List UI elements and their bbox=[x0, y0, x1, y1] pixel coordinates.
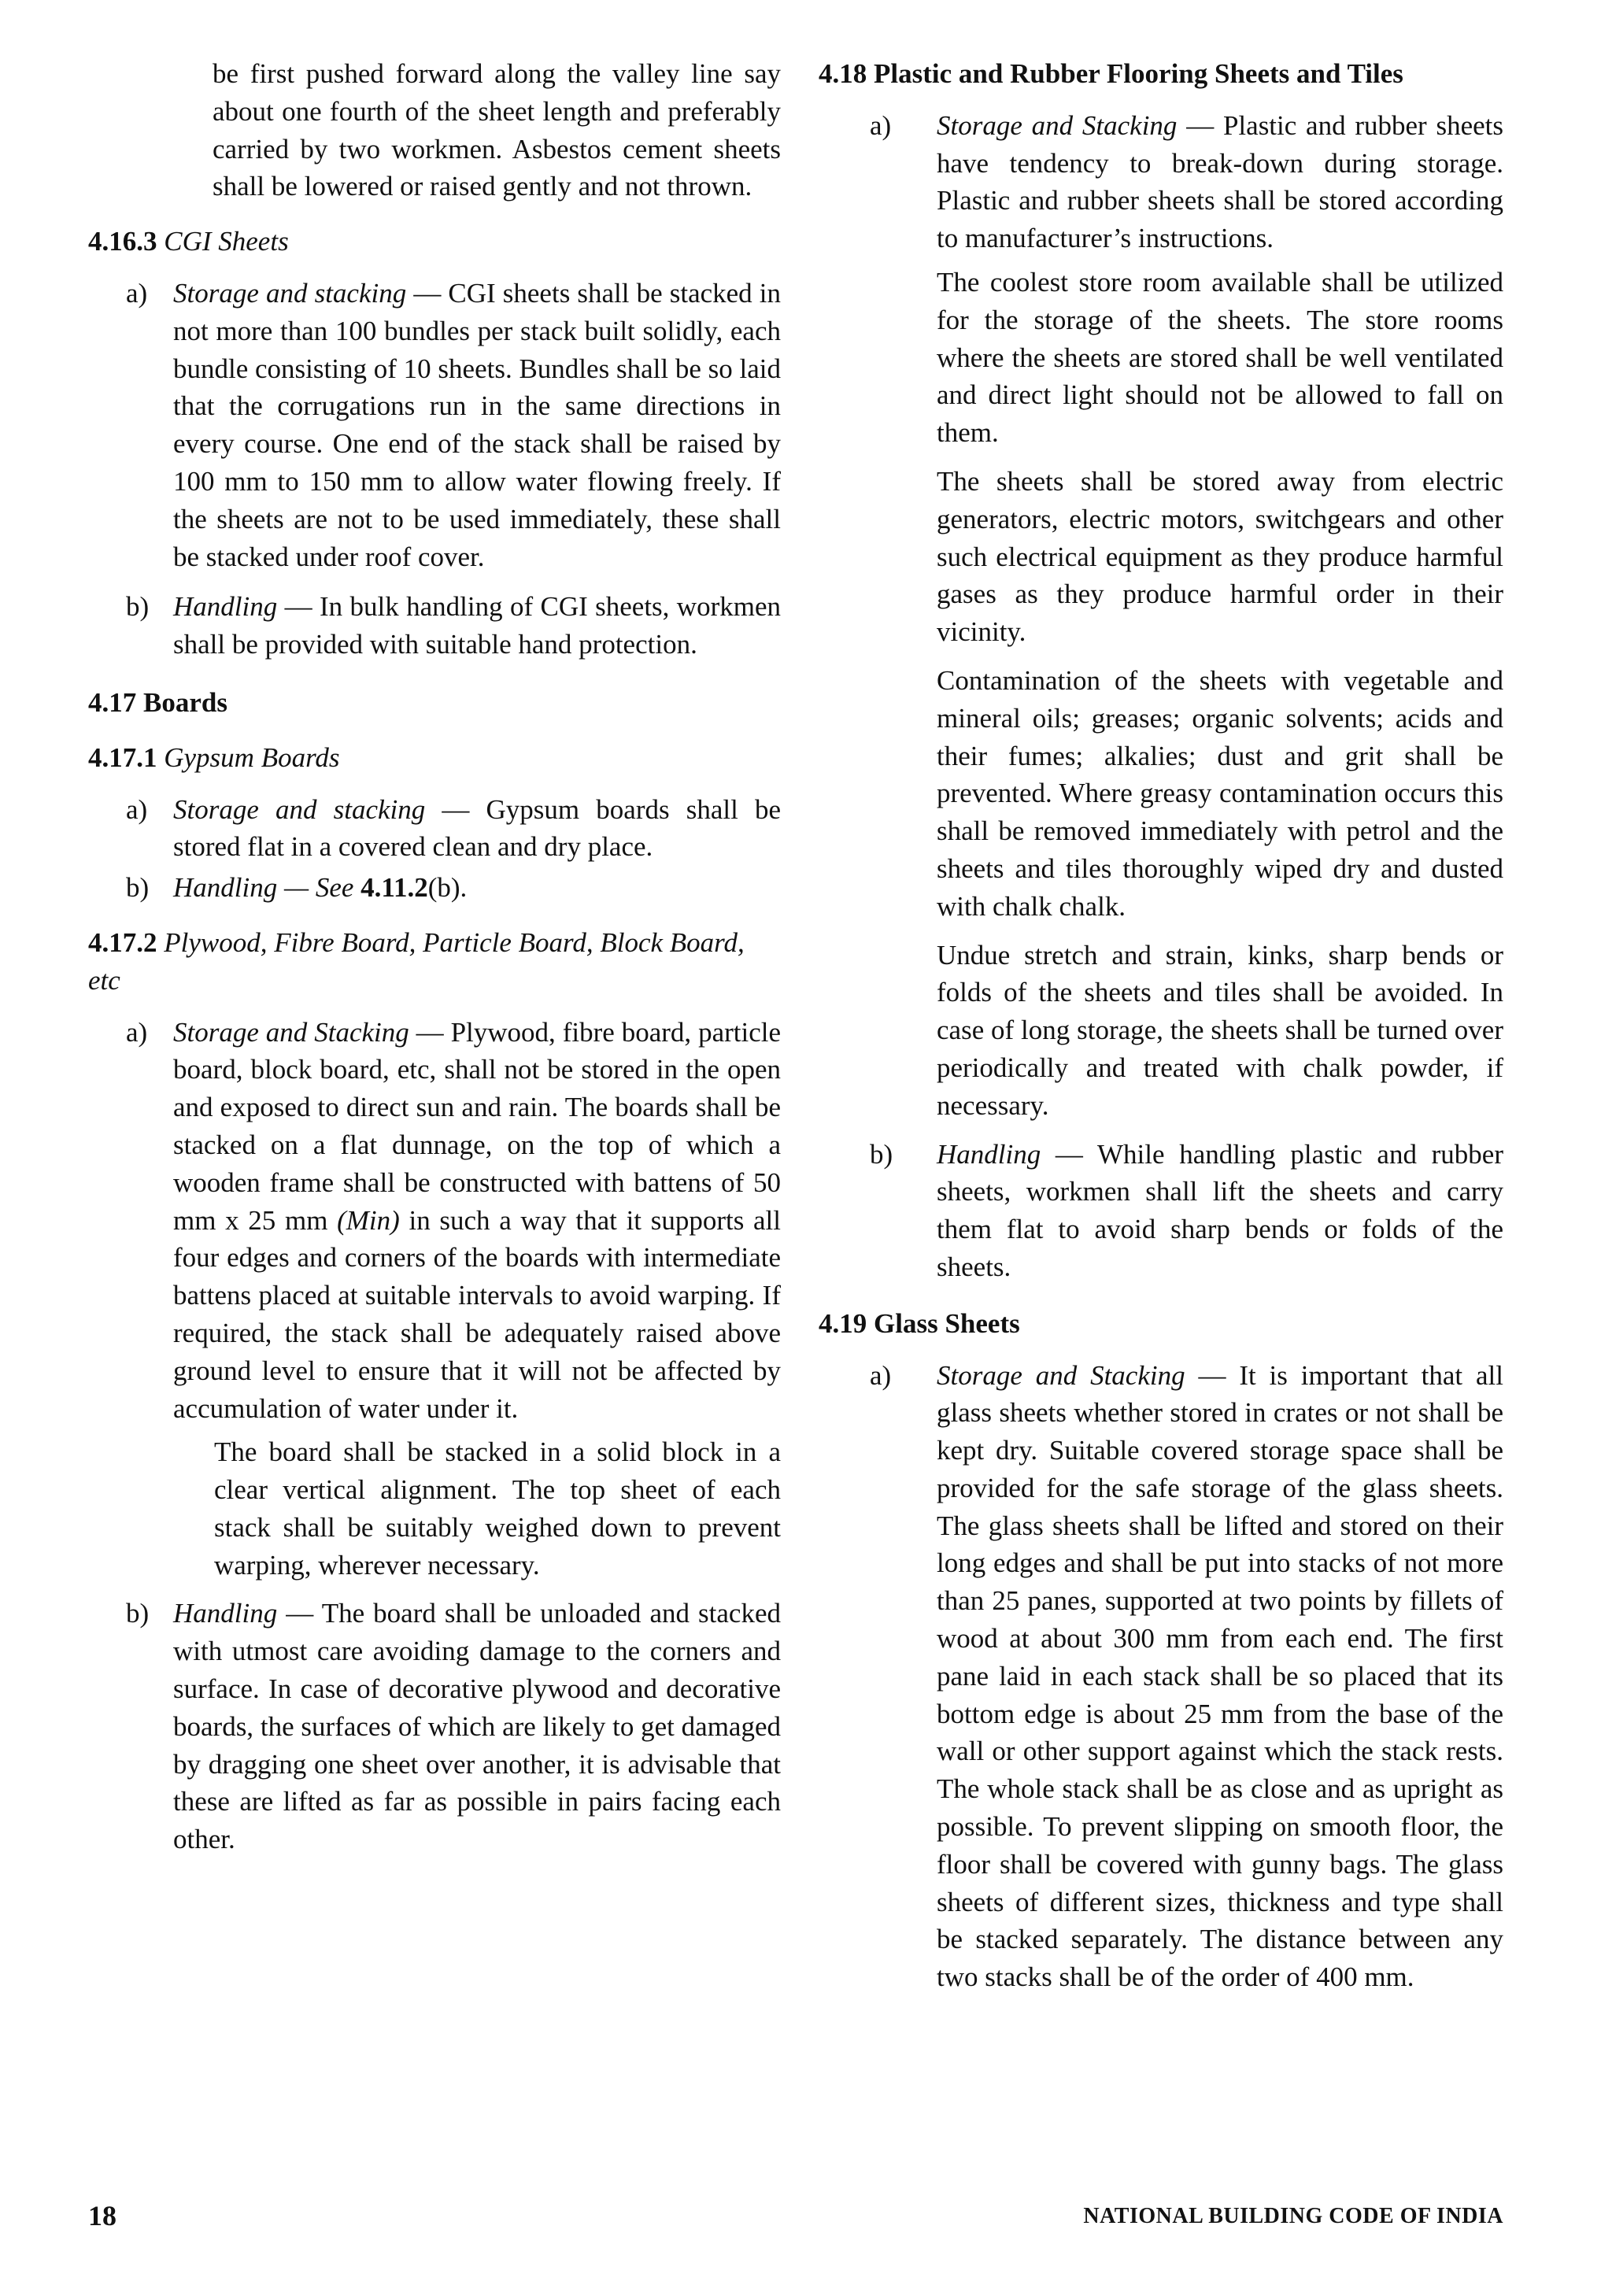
page-number: 18 bbox=[88, 2200, 116, 2231]
list-label: b) bbox=[126, 591, 150, 623]
section-heading-4-18 bbox=[819, 55, 1503, 93]
lead-phrase: Storage and Stacking bbox=[937, 1359, 1185, 1391]
section-number: 4.17.2 bbox=[88, 926, 157, 958]
list-item-plywood-b bbox=[88, 1595, 781, 1858]
list-item-cgi-a bbox=[88, 275, 781, 575]
plastic-paragraph-2: The sheets shall be stored away from electric generators, electric motors, switchgears and other such electrical equipment as they produce harmful gases as they produce harmful order in their vicinity. bbox=[937, 465, 1503, 648]
section-heading-4-17 bbox=[88, 684, 781, 722]
list-label: b) bbox=[126, 872, 150, 904]
list-label: a) bbox=[870, 1359, 892, 1391]
section-title: CGI Sheets bbox=[164, 226, 289, 257]
list-text bbox=[173, 1014, 781, 1428]
plastic-paragraph-1: The coolest store room available shall be utilized for the storage of the sheets. The store rooms where the sheets are stored shall be well ventilated and direct light should not be allowed to fall on them. bbox=[937, 266, 1503, 449]
lead-phrase: Storage and stacking bbox=[173, 277, 407, 309]
body-text: — Gypsum boards shall be stored flat in a covered clean and dry place. bbox=[173, 793, 781, 863]
list-label: a) bbox=[126, 1016, 148, 1048]
section-number: 4.18 bbox=[819, 58, 867, 89]
section-title: Boards bbox=[143, 686, 227, 718]
plastic-paragraph-3: Contamination of the sheets with vegetable and mineral oils; greases; organic solvents; acids and their fumes; alkalies; dust and grit shall be prevented. Where greasy contamination occurs this shall be removed immediately with petrol and the sheets and tiles thoroughly wiped dry and dusted with chalk chalk. bbox=[937, 664, 1503, 922]
section-heading-4-19 bbox=[819, 1305, 1503, 1343]
body-text: — The board shall be unloaded and stacked with utmost care avoiding damage to the corners and surface. In case of decorative plywood and decorative boards, the surfaces of which are likely to get damaged by dragging one sheet over another, it is advisable that these are lifted as far as possible in pairs facing each other. bbox=[173, 1598, 781, 1855]
list-text bbox=[173, 275, 781, 575]
lead-phrase: Handling bbox=[173, 1598, 278, 1629]
left-column bbox=[88, 55, 781, 1871]
list-label: b) bbox=[870, 1138, 893, 1170]
body-text: — In bulk handling of CGI sheets, workmen shall be provided with suitable hand protection. bbox=[173, 591, 781, 660]
list-item-glass-a bbox=[819, 1357, 1503, 1997]
list-label: a) bbox=[126, 277, 148, 309]
lead-phrase: Handling bbox=[937, 1138, 1041, 1170]
section-number: 4.16.3 bbox=[88, 226, 157, 257]
lead-phrase: Handling bbox=[173, 591, 278, 623]
body-text: in such a way that it supports all four edges and corners of the boards with intermediate battens placed at suitable intervals to avoid warping. If required, the stack shall be adequately raised above ground level to ensure that it will not be affected by accumulation of water under it. bbox=[173, 1204, 781, 1424]
list-text bbox=[173, 1595, 781, 1858]
list-label: a) bbox=[126, 793, 148, 825]
section-heading-4-17-1 bbox=[88, 739, 781, 777]
continuation-paragraph: The board shall be stacked in a solid block in a clear vertical alignment. The top sheet of each stack shall be suitably weighed down to prevent warping, wherever necessary. bbox=[214, 1436, 781, 1581]
body-text: — Plywood, fibre board, particle board, block board, etc, shall not be stored in the open and exposed to direct sun and rain. The boards shall be stacked on a flat dunnage, on the top of which a wooden frame shall be constructed with battens of 50 mm x 25 mm bbox=[173, 1016, 782, 1236]
list-item-plastic-b bbox=[819, 1136, 1503, 1286]
section-number: 4.17.1 bbox=[88, 741, 157, 773]
section-number: 4.19 bbox=[819, 1307, 867, 1339]
min-annotation: (Min) bbox=[337, 1204, 400, 1236]
list-item-plastic-a bbox=[819, 107, 1503, 257]
list-label: a) bbox=[870, 109, 892, 141]
section-title: Gypsum Boards bbox=[164, 741, 340, 773]
list-text bbox=[937, 107, 1503, 257]
lead-phrase: Storage and stacking bbox=[173, 793, 426, 825]
body-text: — Plastic and rubber sheets have tendency to break-down during storage. Plastic and rubber sheets shall be stored according to manufacturer’s instructions. bbox=[937, 109, 1503, 254]
section-title: Plastic and Rubber Flooring Sheets and Tiles bbox=[874, 58, 1403, 89]
body-text: — CGI sheets shall be stacked in not more than 100 bundles per stack built solidly, each bundle consisting of 10 sheets. Bundles shall be so laid that the corrugations run in the same directions in every course. One end of the stack shall be raised by 100 mm to 150 mm to allow water flowing freely. If the sheets are not to be used immediately, these shall be stacked under roof cover. bbox=[173, 277, 781, 572]
list-text bbox=[937, 1136, 1503, 1286]
section-number: 4.17 bbox=[88, 686, 137, 718]
section-title: Plywood, Fibre Board, Particle Board, Block Board, etc bbox=[88, 926, 745, 996]
right-column bbox=[819, 55, 1503, 2009]
body-text: — It is important that all glass sheets whether stored in crates or not shall be kept dry. Suitable covered storage space shall be provided for the safe storage of the glass sheets. The glass sheets shall be lifted and stored on their long edges and shall be put into stacks of not more than 25 panes, supported at two points by fillets of wood at about 300 mm from each end. The first pane laid in each stack shall be so placed that its bottom edge is about 25 mm from the base of the wall or other support against which the stack rests. The whole stack shall be as close and as upright as possible. To prevent slipping on smooth floor, the floor shall be covered with gunny bags. The glass sheets of different sizes, thickness and type shall be stacked separately. The distance between any two stacks shall be of the order of 400 mm. bbox=[937, 1359, 1503, 1993]
cross-reference: 4.11.2 bbox=[360, 872, 428, 904]
list-label: b) bbox=[126, 1598, 150, 1629]
list-text bbox=[173, 791, 781, 867]
section-heading-4-16-3 bbox=[88, 223, 781, 261]
lead-phrase: Storage and Stacking bbox=[937, 109, 1178, 141]
section-title: Glass Sheets bbox=[874, 1307, 1020, 1339]
list-text bbox=[173, 869, 781, 907]
list-text bbox=[173, 588, 781, 664]
publication-title: NATIONAL BUILDING CODE OF INDIA bbox=[1083, 2204, 1503, 2228]
section-heading-4-17-2 bbox=[88, 924, 781, 1000]
list-item-gypsum-a bbox=[88, 791, 781, 867]
list-item-plywood-a bbox=[88, 1014, 781, 1428]
list-text bbox=[937, 1357, 1503, 1997]
intro-paragraph: be first pushed forward along the valley line say about one fourth of the sheet length and preferably carried by two workmen. Asbestos cement sheets shall be lowered or raised gently and not thrown. bbox=[213, 58, 781, 202]
body-text: (b). bbox=[427, 872, 468, 904]
lead-phrase: Storage and Stacking bbox=[173, 1016, 409, 1048]
plastic-paragraph-4: Undue stretch and strain, kinks, sharp bends or folds of the sheets and tiles shall be avoided. In case of long storage, the sheets shall be turned over periodically and treated with chalk powder, if necessary. bbox=[937, 939, 1503, 1121]
body-text: — While handling plastic and rubber sheets, workmen shall lift the sheets and carry them flat to avoid sharp bends or folds of the sheets. bbox=[937, 1138, 1503, 1282]
list-item-gypsum-b bbox=[88, 869, 781, 907]
lead-phrase: Handling — See bbox=[173, 872, 354, 904]
list-item-cgi-b bbox=[88, 588, 781, 664]
